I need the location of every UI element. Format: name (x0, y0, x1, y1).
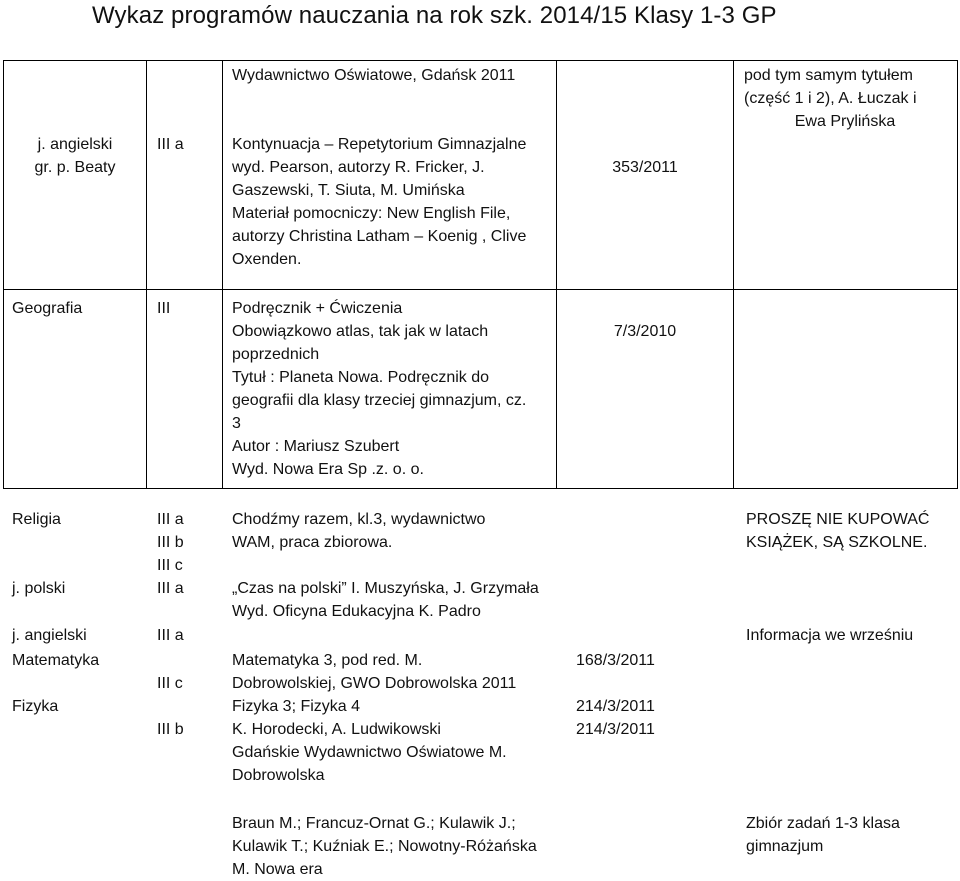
table-col-divider-1 (146, 60, 147, 489)
subject-line: gr. p. Beaty (34, 159, 116, 176)
class-line: III a (157, 511, 184, 528)
notes-line: Ewa Prylińska (794, 113, 896, 130)
program-line: Obowiązkowo atlas, tak jak w latach (232, 323, 489, 340)
class-cell: III b (157, 721, 184, 738)
subject-cell: j. angielski (12, 627, 87, 644)
notes-line: gimnazjum (746, 838, 824, 855)
program-line: Tytuł : Planeta Nowa. Podręcznik do (232, 369, 490, 386)
program-number-cell: 7/3/2010 (613, 323, 677, 340)
program-line: Chodźmy razem, kl.3, wydawnictwo (232, 511, 486, 528)
table-col-divider-2 (222, 60, 223, 489)
class-cell: III a (157, 627, 184, 644)
program-line: Dobrowolskiej, GWO Dobrowolska 2011 (232, 675, 517, 692)
notes-cell: Informacja we wrześniu (746, 627, 914, 644)
program-line: Wyd. Oficyna Edukacyjna K. Padro (232, 603, 481, 620)
program-line: Kontynuacja – Repetytorium Gimnazjalne (232, 136, 527, 153)
program-number-cell: 168/3/2011 (576, 652, 655, 669)
class-line: III c (157, 557, 183, 574)
program-line: Kulawik T.; Kuźniak E.; Nowotny-Różańska (232, 838, 537, 855)
program-number-line: 214/3/2011 (576, 721, 655, 738)
subject-cell: Fizyka (12, 698, 59, 715)
program-line: „Czas na polski” I. Muszyńska, J. Grzymała (232, 580, 539, 597)
program-line: Dobrowolska (232, 767, 325, 784)
program-line: M. Nowa era (232, 861, 323, 878)
notes-line: (część 1 i 2), A. Łuczak i (744, 90, 917, 107)
program-line: Braun M.; Francuz-Ornat G.; Kulawik J.; (232, 815, 516, 832)
class-cell: III a (157, 580, 184, 597)
program-line: geografii dla klasy trzeciej gimnazjum, cz. (232, 392, 527, 409)
subject-line: j. angielski (37, 136, 113, 153)
program-line: Wyd. Nowa Era Sp .z. o. o. (232, 461, 424, 478)
publisher-cell: Wydawnictwo Oświatowe, Gdańsk 2011 (232, 67, 516, 84)
program-line: Oxenden. (232, 251, 302, 268)
notes-line: PROSZĘ NIE KUPOWAĆ (746, 511, 930, 528)
program-line: poprzednich (232, 346, 320, 363)
program-line: Fizyka 3; Fizyka 4 (232, 698, 361, 715)
program-line: 3 (232, 415, 241, 432)
program-number-line: 214/3/2011 (576, 698, 655, 715)
program-line: wyd. Pearson, autorzy R. Fricker, J. (232, 159, 485, 176)
class-line: III b (157, 534, 184, 551)
table-col-divider-3 (556, 60, 557, 489)
program-line: Podręcznik + Ćwiczenia (232, 300, 403, 317)
notes-line: Zbiór zadań 1-3 klasa (746, 815, 900, 832)
page-title: Wykaz programów nauczania na rok szk. 2014/15 Klasy 1-3 GP (92, 2, 777, 29)
notes-line: pod tym samym tytułem (744, 67, 913, 84)
subject-cell: Matematyka (12, 652, 100, 669)
subject-cell: j. polski (12, 580, 66, 597)
notes-line: KSIĄŻEK, SĄ SZKOLNE. (746, 534, 928, 551)
class-cell: III (157, 300, 171, 317)
class-cell: III a (157, 136, 184, 153)
program-line: Materiał pomocniczy: New English File, (232, 205, 511, 222)
table-border-left (3, 60, 4, 489)
program-line: Gaszewski, T. Siuta, M. Umińska (232, 182, 465, 199)
program-line: K. Horodecki, A. Ludwikowski (232, 721, 441, 738)
subject-cell: Religia (12, 511, 61, 528)
program-line: Gdańskie Wydawnictwo Oświatowe M. (232, 744, 507, 761)
table-border-right (957, 60, 958, 489)
program-line: WAM, praca zbiorowa. (232, 534, 393, 551)
class-cell: III c (157, 675, 183, 692)
program-line: autorzy Christina Latham – Koenig , Clive (232, 228, 527, 245)
program-number-cell: 353/2011 (612, 159, 678, 176)
program-line: Matematyka 3, pod red. M. (232, 652, 423, 669)
program-line: Autor : Mariusz Szubert (232, 438, 400, 455)
subject-cell: Geografia (12, 300, 83, 317)
